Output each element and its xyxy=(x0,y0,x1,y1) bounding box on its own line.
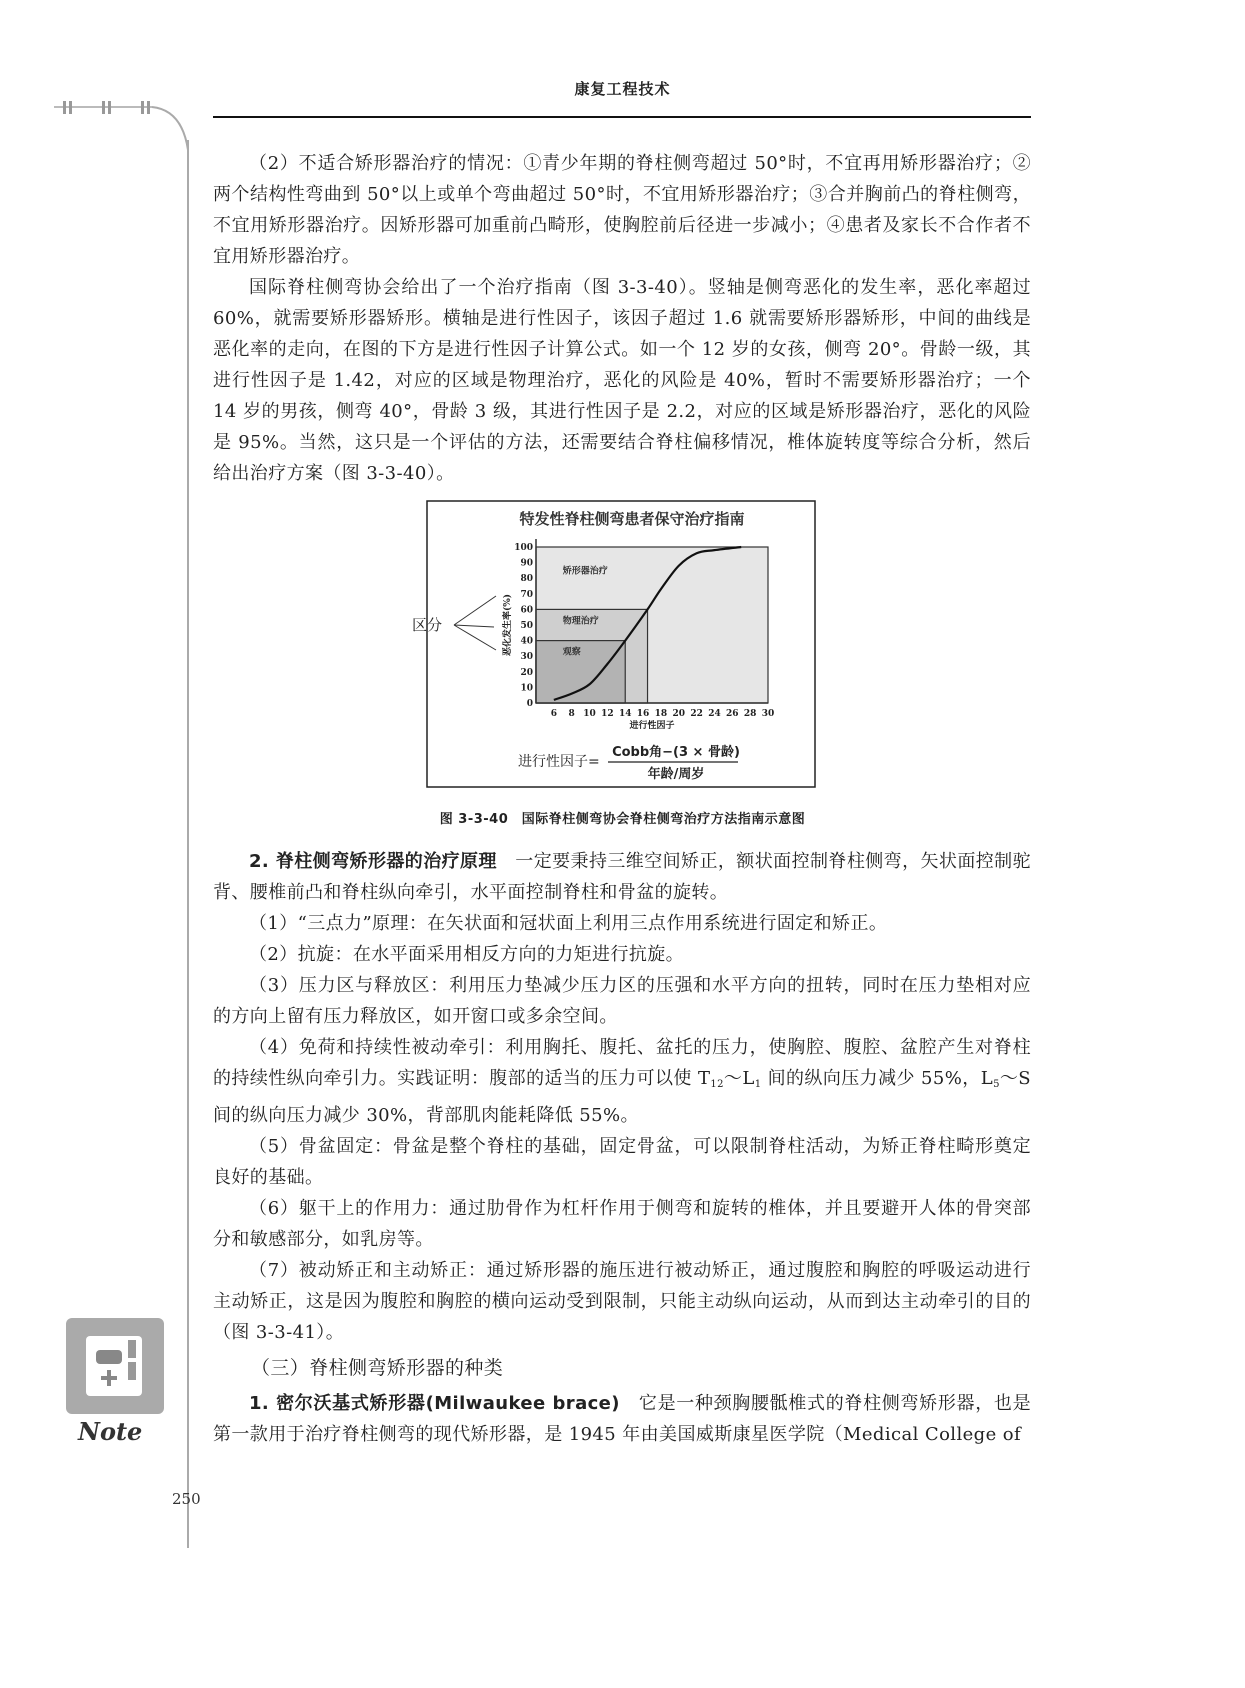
y-tick-label: 70 xyxy=(520,589,533,600)
x-tick-label: 6 xyxy=(550,709,557,719)
figure-caption: 图 3-3-40 国际脊柱侧弯协会脊柱侧弯治疗方法指南示意图 xyxy=(439,812,806,827)
section-3-1-paragraph: 1. 密尔沃基式矫形器(Milwaukee brace) 它是一种颈胸腰骶椎式的脊柱侧弯矫形器，也是第一款用于治疗脊柱侧弯的现代矫形器，是 1945 年由美国威斯康星医学院（Medical College of xyxy=(213,1393,1031,1445)
text-block-2 xyxy=(213,846,1031,1450)
region-label: 物理治疗 xyxy=(562,616,599,627)
item-5: （5）骨盆固定：骨盆是整个脊柱的基础，固定骨盆，可以限制脊柱活动，为矫正脊柱畸形奠定良好的基础。 xyxy=(213,1136,1031,1188)
item-1: （1）“三点力”原理：在矢状面和冠状面上利用三点作用系统进行固定和矫正。 xyxy=(249,913,888,934)
x-tick-label: 24 xyxy=(708,709,721,719)
side-label: 区分 xyxy=(412,616,443,634)
x-tick-label: 30 xyxy=(761,709,775,719)
chart-title: 特发性脊柱侧弯患者保守治疗指南 xyxy=(519,510,745,528)
item-6: （6）躯干上的作用力：通过肋骨作为杠杆作用于侧弯和旋转的椎体，并且要避开人体的骨突部分和敏感部分，如乳房等。 xyxy=(213,1198,1031,1250)
x-tick-label: 16 xyxy=(636,709,650,719)
y-tick-label: 90 xyxy=(520,558,533,569)
y-tick-label: 10 xyxy=(520,683,533,694)
guideline-chart xyxy=(412,500,816,788)
note-icon xyxy=(66,1318,164,1414)
section-2-paragraph xyxy=(213,846,1031,908)
item-7: （7）被动矫正和主动矫正：通过矫形器的施压进行被动矫正，通过腹腔和胸腔的呼吸运动进行主动矫正，这是因为腹腔和胸腔的横向运动受到限制，只能主动纵向运动，从而到达主动牵引的目的（图 3-3-41）。 xyxy=(213,1260,1031,1343)
item-3: （3）压力区与释放区：利用压力垫减少压力区的压强和水平方向的扭转，同时在压力垫相对应的方向上留有压力释放区，如开窗口或多余空间。 xyxy=(213,975,1031,1027)
page-number: 250 xyxy=(172,1490,201,1508)
section-2-title: 2. 脊柱侧弯矫形器的治疗原理 xyxy=(249,851,497,872)
region-label: 观察 xyxy=(562,647,581,658)
formula-numerator: Cobb角−(3 × 骨龄) xyxy=(612,745,740,760)
x-tick-label: 12 xyxy=(601,709,614,719)
y-tick-label: 0 xyxy=(526,699,533,709)
margin-line xyxy=(187,140,189,1548)
x-tick-label: 28 xyxy=(743,709,757,719)
y-tick-label: 60 xyxy=(520,605,533,616)
y-tick-label: 30 xyxy=(520,652,533,663)
section-2-text: 一定要秉持三维空间矫正，额状面控制脊柱侧弯，矢状面控制驼背、腰椎前凸和脊柱纵向牵引，水平面控制脊柱和骨盆的旋转。 xyxy=(213,851,1031,903)
header-rule xyxy=(213,116,1031,118)
running-header: 康复工程技术 xyxy=(574,80,671,98)
x-tick-label: 18 xyxy=(654,709,668,719)
section-3-1-title: 1. 密尔沃基式矫形器(Milwaukee brace) xyxy=(249,1393,620,1414)
x-tick-label: 22 xyxy=(690,709,703,719)
y-tick-label: 80 xyxy=(520,574,533,585)
item-4: （4）免荷和持续性被动牵引：利用胸托、腹托、盆托的压力，使胸腔、腹腔、盆腔产生对脊柱的持续性纵向牵引力。实践证明：腹部的适当的压力可以使 $T_{12}\sim L_1$ 间的纵向压力减少 55%，$L_5\sim S$ 间的纵向压力减少 30%，背部肌肉能耗降低 55%。 xyxy=(213,1037,1031,1126)
x-axis-label: 进行性因子 xyxy=(629,721,675,731)
paragraph-contraindications: （2）不适合矫形器治疗的情况：①青少年期的脊柱侧弯超过 50°时，不宜再用矫形器治疗；②两个结构性弯曲到 50°以上或单个弯曲超过 50°时，不宜用矫形器治疗；③合并胸前凸的脊柱侧弯，不宜用矫形器治疗。因矫形器可加重前凸畸形，使胸腔前后径进一步减小；④患者及家长不合作者不宜用矫形器治疗。 xyxy=(213,153,1031,267)
x-tick-label: 10 xyxy=(583,709,596,719)
y-tick-label: 20 xyxy=(520,667,533,678)
x-tick-label: 14 xyxy=(618,709,632,719)
formula-denominator: 年龄/周岁 xyxy=(647,767,705,782)
text-block-1 xyxy=(213,148,1031,489)
x-tick-label: 26 xyxy=(726,709,739,719)
x-tick-label: 8 xyxy=(568,709,575,719)
section-3-heading: （三）脊柱侧弯矫形器的种类 xyxy=(251,1357,504,1379)
formula-lhs: 进行性因子= xyxy=(518,754,600,770)
y-tick-label: 40 xyxy=(520,636,533,647)
y-axis-label: 恶化发生率(%) xyxy=(503,593,513,657)
item-2: （2）抗旋：在水平面采用相反方向的力矩进行抗旋。 xyxy=(249,944,685,965)
y-tick-label: 50 xyxy=(520,621,533,631)
region-label: 矫形器治疗 xyxy=(562,566,608,577)
note-label: Note xyxy=(78,1417,143,1446)
header-decoration xyxy=(0,90,190,150)
paragraph-guideline: 国际脊柱侧弯协会给出了一个治疗指南（图 3-3-40）。竖轴是侧弯恶化的发生率，恶化率超过 60%，就需要矫形器矫形。横轴是进行性因子，该因子超过 1.6 就需要矫形器矫形，中间的曲线是恶化率的走向，在图的下方是进行性因子计算公式。如一个 12 岁的女孩，侧弯 20°。骨龄一级，其进行性因子是 1.42，对应的区域是物理治疗，恶化的风险是 40%，暂时不需要矫形器治疗；一个 14 岁的男孩，侧弯 40°，骨龄 3 级，其进行性因子是 2.2，对应的区域是矫形器治疗，恶化的风险是 95%。当然，这只是一个评估的方法，还需要结合脊柱偏移情况，椎体旋转度等综合分析，然后给出治疗方案（图 3-3-40）。 xyxy=(213,277,1031,484)
y-tick-label: 100 xyxy=(514,543,533,553)
x-tick-label: 20 xyxy=(672,709,686,719)
